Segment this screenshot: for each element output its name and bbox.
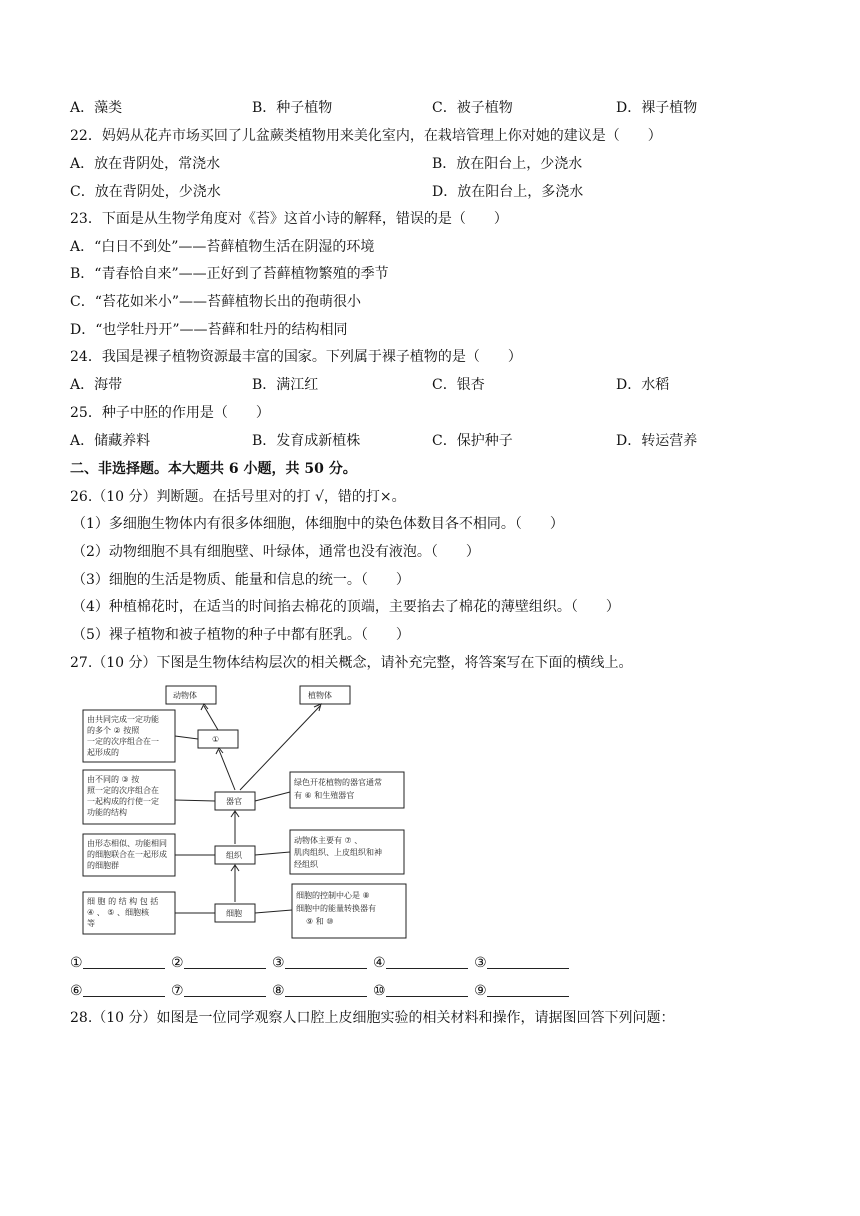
q25-option-d: D．转运营养 [616, 433, 698, 449]
cell-center-line-3: ⑨ 和 ⑩ [306, 917, 334, 926]
tissue-label: 组织 [226, 851, 242, 860]
blank-label: ② [171, 955, 184, 971]
q25-option-a: A．储藏养料 [70, 433, 151, 449]
q22-option-d: D．放在阳台上，多浇水 [432, 184, 584, 200]
blank-label: ⑧ [272, 983, 285, 999]
tissue-definition-line-1: 由形态相似、功能相同 [87, 839, 167, 848]
system-label: ① [212, 735, 220, 744]
q22-stem: 22．妈妈从花卉市场买回了儿盆蕨类植物用来美化室内，在栽培管理上你对她的建议是（ ） [70, 128, 662, 144]
q25-option-c: C．保护种子 [432, 433, 513, 449]
animal-tissue-line-2: 肌肉组织、上皮组织和神 [294, 848, 382, 857]
cell-label: 细胞 [226, 909, 242, 918]
q21-option-b: B．种子植物 [252, 100, 333, 116]
plant-organ-line-2: 有 ⑥ 和生殖器官 [294, 791, 355, 800]
q21-option-c: C．被子植物 [432, 100, 513, 116]
blank-label: ③ [272, 955, 285, 971]
animal-tissue-line-1: 动物体主要有 ⑦ 、 [294, 836, 363, 845]
blank-label: ④ [373, 955, 386, 971]
connector-cell-right [255, 910, 292, 913]
q26-stem: 26.（10 分）判断题。在括号里对的打 √，错的打×。 [70, 489, 406, 505]
answer-blank[interactable] [386, 982, 468, 997]
cell-center-line-1: 细胞的控制中心是 ⑧ [296, 891, 370, 900]
q24-option-d: D．水稻 [616, 377, 670, 393]
q26-item-1: （1）多细胞生物体内有很多体细胞，体细胞中的染色体数目各不相同。（ ） [72, 516, 564, 532]
cell-definition-line-1: 细 胞 的 结 构 包 括 [87, 897, 159, 906]
system-definition-line-1: 由共同完成一定功能 [87, 715, 159, 724]
answer-blank[interactable] [487, 954, 569, 969]
answer-blank[interactable] [487, 982, 569, 997]
q21-option-d: D．裸子植物 [616, 100, 698, 116]
q25-option-b: B．发育成新植株 [252, 433, 361, 449]
tissue-definition-line-2: 的细胞联合在一起形成 [87, 850, 167, 859]
cell-definition-line-2: ④ 、 ⑤ 、细胞核 [87, 908, 149, 917]
system-definition-line-3: 一定的次序组合在一 [87, 737, 159, 746]
structure-level-diagram [80, 682, 420, 940]
answer-blank[interactable] [83, 982, 165, 997]
q24-option-a: A．海带 [70, 377, 123, 393]
answer-blanks-row-2 [70, 982, 571, 1000]
q24-stem: 24．我国是裸子植物资源最丰富的国家。下列属于裸子植物的是（ ） [70, 349, 522, 365]
tissue-definition-line-3: 的细胞群 [87, 861, 119, 870]
system-definition-line-4: 起形成的 [87, 748, 119, 757]
q23-option-b: B．“青春恰自来”——正好到了苔藓植物繁殖的季节 [70, 266, 389, 282]
arrow-system-animal [204, 706, 218, 730]
answer-blank[interactable] [184, 982, 266, 997]
system-definition-line-2: 的多个 ② 按照 [87, 726, 140, 735]
blank-label: ③ [474, 955, 487, 971]
animal-tissue-line-3: 经组织 [294, 860, 318, 869]
q26-item-3: （3）细胞的生活是物质、能量和信息的统一。（ ） [72, 572, 410, 588]
cell-center-line-2: 细胞中的能量转换器有 [296, 904, 376, 913]
answer-blank[interactable] [184, 954, 266, 969]
section-heading: 二、非选择题。本大题共 6 小题，共 50 分。 [70, 461, 357, 477]
q24-option-c: C．银杏 [432, 377, 485, 393]
q23-option-c: C．“苔花如米小”——苔藓植物长出的孢萌很小 [70, 294, 362, 310]
q26-item-2: （2）动物细胞不具有细胞壁、叶绿体，通常也没有液泡。（ ） [72, 544, 480, 560]
blank-label: ⑩ [373, 983, 386, 999]
connector-system [175, 736, 198, 739]
organ-definition-line-3: 一起构成的行使一定 [87, 797, 159, 806]
q23-option-a: A．“白日不到处”——苔藓植物生活在阴湿的环境 [70, 239, 375, 255]
answer-blank[interactable] [386, 954, 468, 969]
organ-definition-line-4: 功能的结构 [87, 808, 127, 817]
animal-label: 动物体 [173, 691, 197, 700]
blank-label: ⑦ [171, 983, 184, 999]
q23-option-d: D．“也学牡丹开”——苔藓和牡丹的结构相同 [70, 322, 348, 338]
q22-option-a: A．放在背阴处，常浇水 [70, 156, 221, 172]
connector-tissue-right [255, 852, 290, 855]
blank-label: ① [70, 955, 83, 971]
answer-blanks-row-1 [70, 954, 571, 972]
q27-stem: 27.（10 分）下图是生物体结构层次的相关概念，请补充完整，将答案写在下面的横线上。 [70, 655, 633, 671]
q28-stem: 28.（10 分）如图是一位同学观察人口腔上皮细胞实验的相关材料和操作，请据图回答下列问题： [70, 1010, 675, 1026]
answer-blank[interactable] [285, 982, 367, 997]
blank-label: ⑨ [474, 983, 487, 999]
q26-item-4: （4）种植棉花时，在适当的时间掐去棉花的顶端，主要掐去了棉花的薄壁组织。（ ） [72, 599, 620, 615]
organ-definition-line-2: 照一定的次序组合在 [87, 786, 159, 795]
arrow-organ-system [219, 750, 235, 790]
q21-option-a: A．藻类 [70, 100, 123, 116]
plant-organ-line-1: 绿色开花植物的器官通常 [294, 778, 382, 787]
q22-option-c: C．放在背阴处，少浇水 [70, 184, 221, 200]
q23-stem: 23．下面是从生物学角度对《苔》这首小诗的解释，错误的是（ ） [70, 211, 508, 227]
organ-definition-line-1: 由不同的 ③ 按 [87, 775, 140, 784]
connector-organ [175, 800, 215, 801]
q26-item-5: （5）裸子植物和被子植物的种子中都有胚乳。（ ） [72, 627, 410, 643]
answer-blank[interactable] [83, 954, 165, 969]
blank-label: ⑥ [70, 983, 83, 999]
arrowhead-plant [314, 704, 321, 711]
cell-definition-line-3: 等 [87, 919, 95, 928]
q24-option-b: B．满江红 [252, 377, 319, 393]
plant-label: 植物体 [308, 691, 332, 700]
connector-organ-right [255, 792, 290, 801]
answer-blank[interactable] [285, 954, 367, 969]
organ-label: 器官 [226, 797, 242, 806]
q22-option-b: B．放在阳台上，少浇水 [432, 156, 583, 172]
q25-stem: 25．种子中胚的作用是（ ） [70, 405, 270, 421]
